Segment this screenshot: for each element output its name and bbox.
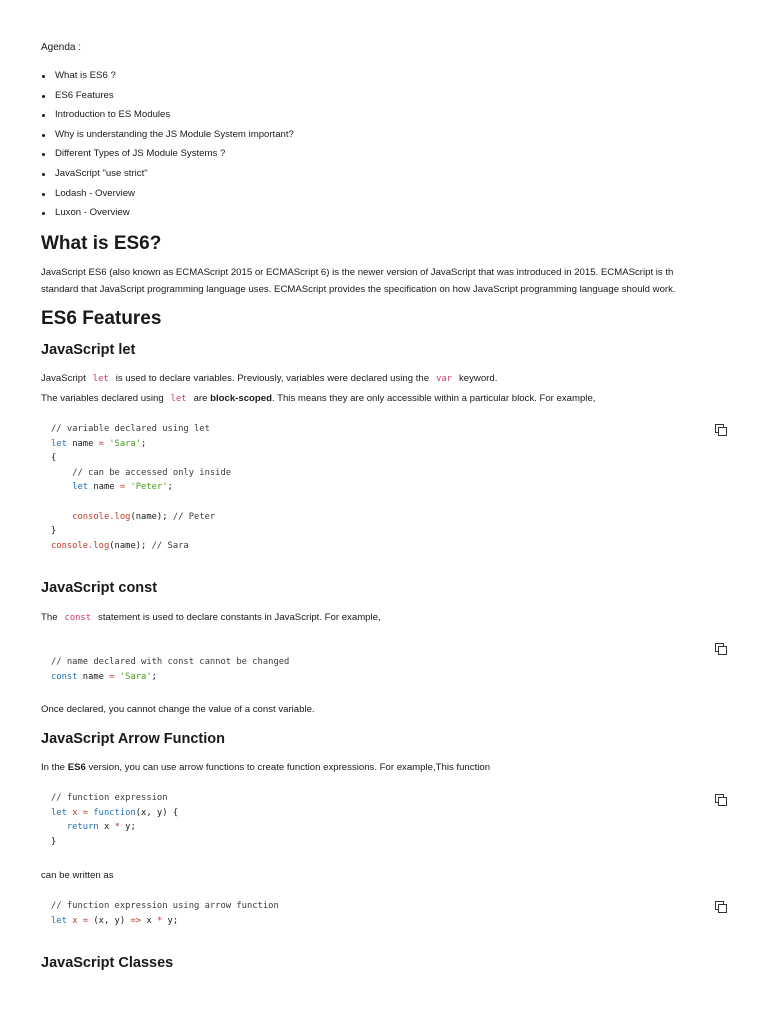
agenda-item-luxon: Luxon - Overview bbox=[41, 203, 294, 223]
heading-es6-features: ES6 Features bbox=[41, 308, 162, 329]
es6-description-line2: standard that JavaScript programming language uses. ECMAScript provides the specification on how JavaScript programming language should work. bbox=[41, 284, 676, 295]
inline-code-var: var bbox=[436, 374, 452, 384]
let-p1-text-c: keyword. bbox=[458, 373, 498, 384]
agenda-item-es-modules: Introduction to ES Modules bbox=[41, 105, 294, 125]
bold-block-scoped: block-scoped bbox=[210, 393, 272, 404]
copy-icon[interactable] bbox=[715, 643, 726, 654]
let-p1-text-a: JavaScript bbox=[41, 373, 86, 384]
const-p1-text-b: statement is used to declare constants in JavaScript. For example, bbox=[98, 612, 381, 623]
copy-icon[interactable] bbox=[715, 901, 726, 912]
agenda-item-module-system-importance: Why is understanding the JS Module System important? bbox=[41, 125, 294, 145]
heading-javascript-arrow-function: JavaScript Arrow Function bbox=[41, 731, 225, 747]
arrow-p1-text-a: In the bbox=[41, 762, 66, 773]
heading-javascript-let: JavaScript let bbox=[41, 342, 136, 358]
code-block-arrow-function: // function expression using arrow function let x = (x, y) => x * y; bbox=[51, 901, 279, 926]
agenda-item-lodash: Lodash - Overview bbox=[41, 184, 294, 204]
inline-code-const: const bbox=[64, 613, 92, 623]
code-block-const: // name declared with const cannot be changed const name = 'Sara'; bbox=[51, 657, 290, 682]
agenda-item-es6-features: ES6 Features bbox=[41, 86, 294, 106]
let-p1-text-b: is used to declare variables. Previously, variables were declared using the bbox=[115, 373, 430, 384]
arrow-paragraph-1 bbox=[41, 759, 490, 776]
let-p2-text-c: . This means they are only accessible within a particular block. For example, bbox=[271, 393, 596, 404]
let-paragraph-2 bbox=[41, 390, 595, 408]
agenda-label: Agenda : bbox=[41, 42, 82, 53]
copy-icon[interactable] bbox=[715, 794, 726, 805]
const-p1-text-a: The bbox=[41, 612, 58, 623]
heading-what-is-es6: What is ES6? bbox=[41, 233, 162, 254]
es6-description-line1: JavaScript ES6 (also known as ECMAScript 2015 or ECMAScript 6) is the newer version of JavaScript that was introduced in 2015. ECMAScript is th bbox=[41, 267, 674, 278]
let-p2-text-b: are bbox=[193, 393, 208, 404]
arrow-paragraph-2: can be written as bbox=[41, 870, 114, 881]
const-paragraph-1 bbox=[41, 609, 381, 627]
copy-icon[interactable] bbox=[715, 424, 726, 435]
inline-code-let: let bbox=[92, 374, 109, 384]
inline-code-let: let bbox=[170, 394, 187, 404]
bold-es6: ES6 bbox=[67, 762, 86, 773]
heading-javascript-const: JavaScript const bbox=[41, 580, 158, 596]
agenda-item-module-system-types: Different Types of JS Module Systems ? bbox=[41, 144, 294, 164]
code-block-function-expression: // function expression let x = function(x, y) { return x * y; } bbox=[51, 793, 179, 847]
let-p2-text-a: The variables declared using bbox=[41, 393, 164, 404]
agenda-item-what-is-es6: What is ES6 ? bbox=[41, 66, 294, 86]
heading-javascript-classes: JavaScript Classes bbox=[41, 955, 174, 971]
agenda-item-use-strict: JavaScript "use strict" bbox=[41, 164, 294, 184]
const-paragraph-2: Once declared, you cannot change the value of a const variable. bbox=[41, 704, 315, 715]
let-paragraph-1 bbox=[41, 370, 497, 388]
code-block-let: // variable declared using let let name = 'Sara'; { // can be accessed only inside let name = 'Peter'; console.log(name); // Peter } console.log(name); // Sara bbox=[51, 424, 232, 551]
arrow-p1-text-b: version, you can use arrow functions to create function expressions. For example,This function bbox=[88, 762, 491, 773]
agenda-list bbox=[41, 66, 294, 223]
